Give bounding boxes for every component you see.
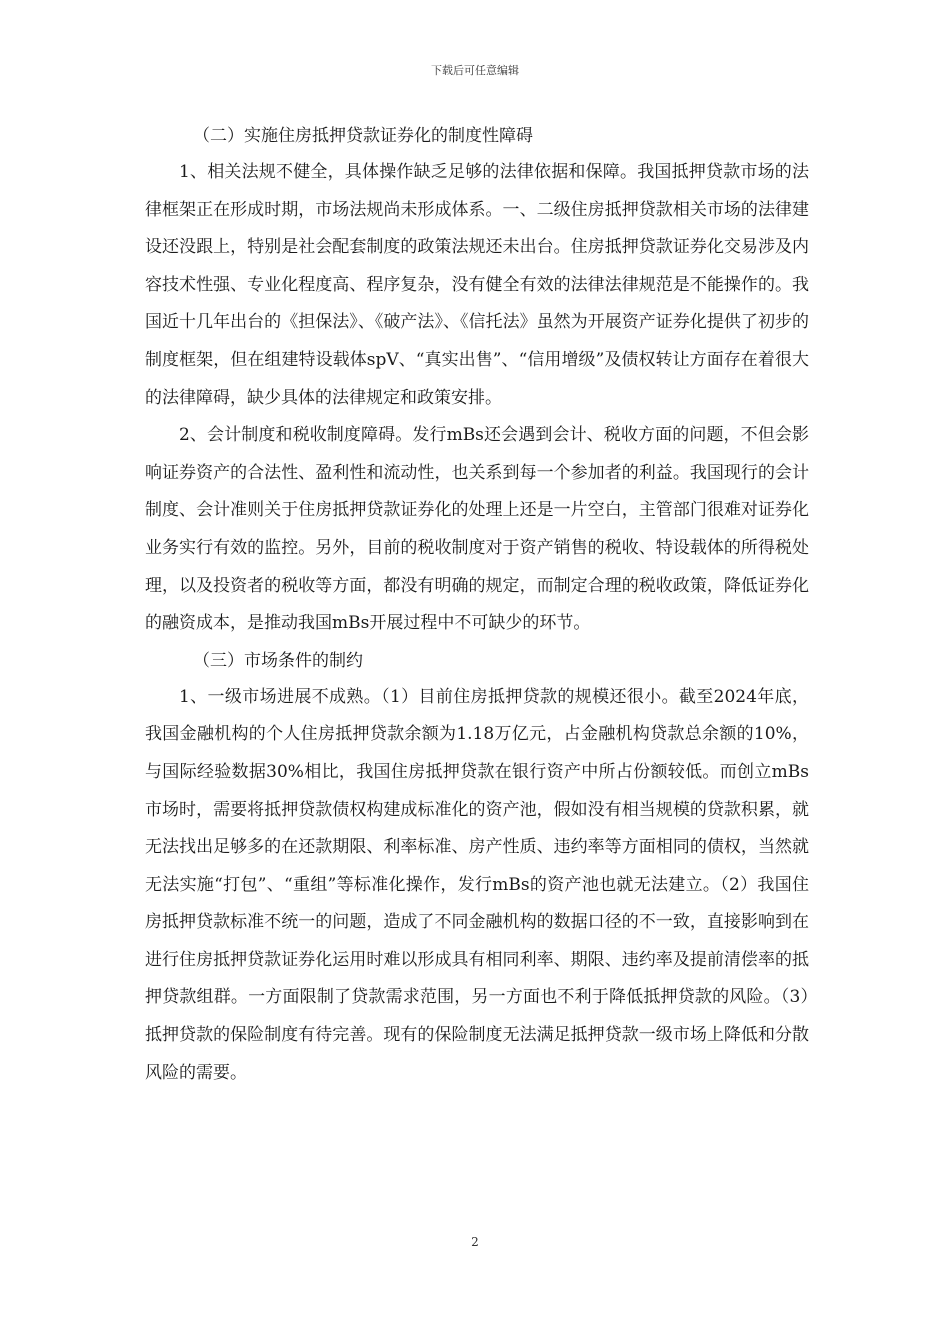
- page-header-note: 下载后可任意编辑: [431, 64, 519, 77]
- body-paragraph: 1、一级市场进展不成熟。（1）目前住房抵押贷款的规模还很小。截至2024年底，我国金融机构的个人住房抵押贷款余额为1.18万亿元，占金融机构贷款总余额的10%，与国际经验数据30%相比，我国住房抵押贷款在银行资产中所占份额较低。而创立mBs市场时，需要将抵押贷款债权构建成标准化的资产池，假如没有相当规模的贷款积累，就无法找出足够多的在还款期限、利率标准、房产性质、违约率等方面相同的债权，当然就无法实施“打包”、“重组”等标准化操作，发行mBs的资产池也就无法建立。（2）我国住房抵押贷款标准不统一的问题，造成了不同金融机构的数据口径的不一致，直接影响到在进行住房抵押贷款证券化运用时难以形成具有相同利率、期限、违约率及提前清偿率的抵押贷款组群。一方面限制了贷款需求范围，另一方面也不利于降低抵押贷款的风险。（3）抵押贷款的保险制度有待完善。现有的保险制度无法满足抵押贷款一级市场上降低和分散风险的需要。: [145, 686, 809, 1083]
- section-heading: （二）实施住房抵押贷款证券化的制度性障碍: [193, 126, 533, 146]
- page-number: 2: [471, 1235, 479, 1249]
- section-heading: （三）市场条件的制约: [193, 650, 363, 671]
- body-paragraph: 1、相关法规不健全，具体操作缺乏足够的法律依据和保障。我国抵押贷款市场的法律框架正在形成时期，市场法规尚未形成体系。一、二级住房抵押贷款相关市场的法律建设还没跟上，特别是社会配套制度的政策法规还未出台。住房抵押贷款证券化交易涉及内容技术性强、专业化程度高、程序复杂，没有健全有效的法律法律规范是不能操作的。我国近十几年出台的《担保法》、《破产法》、《信托法》虽然为开展资产证券化提供了初步的制度框架，但在组建特设载体spV、“真实出售”、“信用增级”及债权转让方面存在着很大的法律障碍，缺少具体的法律规定和政策安排。: [145, 162, 809, 408]
- body-paragraph: 2、会计制度和税收制度障碍。发行mBs还会遇到会计、税收方面的问题，不但会影响证券资产的合法性、盈利性和流动性，也关系到每一个参加者的利益。我国现行的会计制度、会计准则关于住房抵押贷款证券化的处理上还是一片空白，主管部门很难对证券化业务实行有效的监控。另外，目前的税收制度对于资产销售的税收、特设载体的所得税处理，以及投资者的税收等方面，都没有明确的规定，而制定合理的税收政策，降低证券化的融资成本，是推动我国mBs开展过程中不可缺少的环节。: [145, 425, 809, 634]
- document-body: [145, 118, 809, 1092]
